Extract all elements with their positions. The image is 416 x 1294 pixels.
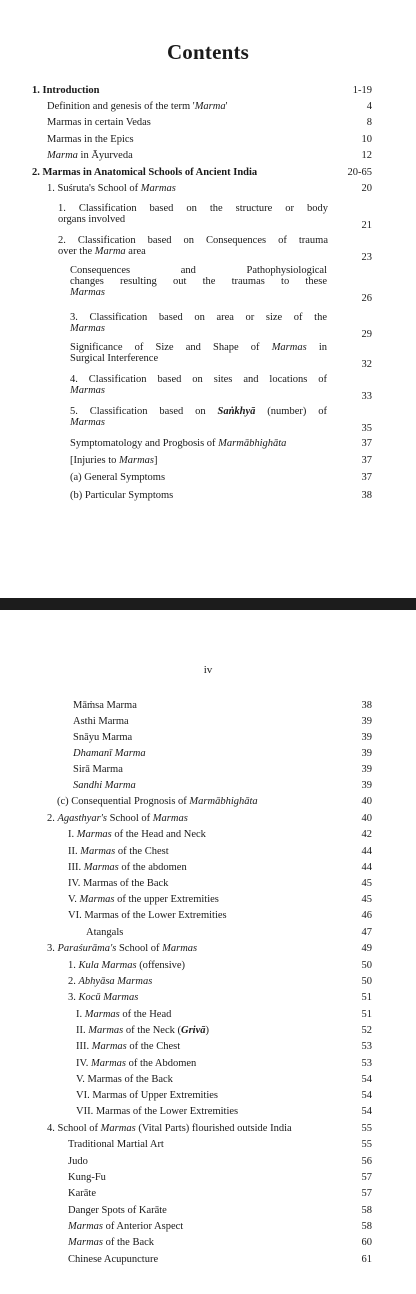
toc-entry-title: III. Marmas of the Chest xyxy=(76,1041,181,1052)
toc-entry xyxy=(58,235,328,257)
toc-entry-title: 2. Abhyāsa Marmas xyxy=(68,976,153,987)
toc-entry xyxy=(76,1025,336,1036)
toc-page-number: 51 xyxy=(361,992,372,1003)
toc-entry xyxy=(68,976,328,987)
toc-entry xyxy=(47,813,307,824)
toc-entry-title: 4. School of Marmas (Vital Parts) flourished outside India xyxy=(47,1123,292,1134)
toc-entry-title: IV. Marmas of the Back xyxy=(68,878,169,889)
toc-entry-title: Marmas of the Back xyxy=(68,1237,155,1248)
toc-entry xyxy=(73,716,273,727)
toc-entry-title: Marma in Āyurveda xyxy=(47,150,133,161)
toc-entry-title: Snāyu Marma xyxy=(73,732,133,743)
toc-entry xyxy=(68,910,328,921)
toc-entry xyxy=(70,438,340,449)
toc-entry-title: Marmas in certain Vedas xyxy=(47,117,151,128)
toc-entry xyxy=(68,1237,328,1248)
toc-entry xyxy=(47,1123,347,1134)
toc-page-number: 33 xyxy=(361,391,372,402)
toc-entry xyxy=(73,748,273,759)
toc-page-number: 51 xyxy=(361,1009,372,1020)
toc-page-number: 45 xyxy=(361,878,372,889)
toc-entry-title: Sirā Marma xyxy=(73,764,123,775)
toc-entry-title: II. Marmas of the Chest xyxy=(68,846,169,857)
toc-entry xyxy=(76,1041,336,1052)
toc-page-number: 37 xyxy=(361,455,372,466)
toc-page-number: 46 xyxy=(361,910,372,921)
toc-entry xyxy=(68,829,328,840)
toc-entry xyxy=(68,1172,328,1183)
toc-entry-title: Marmas xyxy=(70,417,106,428)
toc-entry-title: Asthi Marma xyxy=(73,716,129,727)
toc-page-number: 57 xyxy=(361,1188,372,1199)
toc-page-number: 45 xyxy=(361,894,372,905)
toc-entry xyxy=(57,796,317,807)
toc-entry-title: I. Marmas of the Head xyxy=(76,1009,172,1020)
toc-entry-title: III. Marmas of the abdomen xyxy=(68,862,187,873)
toc-page-number: 47 xyxy=(361,927,372,938)
toc-entry xyxy=(47,150,347,161)
toc-entry xyxy=(32,85,332,96)
toc-page-number: 23 xyxy=(361,252,372,263)
toc-entry xyxy=(70,374,327,396)
toc-page-number: 35 xyxy=(361,423,372,434)
toc-entry xyxy=(70,265,327,298)
toc-entry-title: Symptomatology and Progbosis of Marmābhighāta xyxy=(70,438,287,449)
toc-entry xyxy=(47,183,347,194)
toc-page-number: 44 xyxy=(361,862,372,873)
toc-entry-title: Marmas in the Epics xyxy=(47,134,134,145)
toc-page-number: 8 xyxy=(366,117,372,128)
toc-page-number: 1-19 xyxy=(352,85,372,96)
toc-page-number: 53 xyxy=(361,1041,372,1052)
toc-entry-title: Judo xyxy=(68,1156,88,1167)
toc-page-number: 42 xyxy=(361,829,372,840)
toc-entry xyxy=(58,203,328,225)
toc-entry-title: IV. Marmas of the Abdomen xyxy=(76,1058,197,1069)
toc-entry xyxy=(76,1074,336,1085)
toc-entry xyxy=(76,1058,336,1069)
toc-entry-title: 2. Classification based on Consequences of trauma xyxy=(58,235,328,246)
toc-entry-title: Marmas xyxy=(70,287,106,298)
toc-entry-title: Significance of Size and Shape of Marmas in xyxy=(70,342,328,353)
toc-entry xyxy=(47,101,347,112)
toc-page-number: 54 xyxy=(361,1074,372,1085)
toc-entry-title: 1. Kula Marmas (offensive) xyxy=(68,960,186,971)
toc-page-number: 52 xyxy=(361,1025,372,1036)
toc-entry-title: Kung-Fu xyxy=(68,1172,106,1183)
toc-entry xyxy=(68,1221,328,1232)
toc-entry-title: 2. Agasthyar's School of Marmas xyxy=(47,813,188,824)
toc-entry xyxy=(70,342,327,364)
toc-page-number: 44 xyxy=(361,846,372,857)
toc-entry xyxy=(68,1139,328,1150)
toc-entry xyxy=(68,1205,328,1216)
toc-entry-title: VII. Marmas of the Lower Extremities xyxy=(76,1106,239,1117)
toc-entry-title: Consequences and Pathophysiological xyxy=(70,265,327,276)
toc-entry-title: 1. Classification based on the structure or body xyxy=(58,203,328,214)
toc-page-number: 40 xyxy=(361,796,372,807)
toc-entry-title: Danger Spots of Karāte xyxy=(68,1205,167,1216)
toc-page-number: 38 xyxy=(361,700,372,711)
toc-entry-title: Sandhi Marma xyxy=(73,780,136,791)
toc-page-number: 39 xyxy=(361,780,372,791)
toc-entry xyxy=(73,700,273,711)
toc-page-number: 61 xyxy=(361,1254,372,1265)
toc-page-number: 40 xyxy=(361,813,372,824)
toc-page-number: 32 xyxy=(361,359,372,370)
toc-page-number: 54 xyxy=(361,1106,372,1117)
toc-entry xyxy=(86,927,286,938)
toc-page-number: 53 xyxy=(361,1058,372,1069)
toc-entry xyxy=(70,406,327,428)
toc-page-number: 37 xyxy=(361,438,372,449)
toc-entry-title: Marmas of Anterior Aspect xyxy=(68,1221,184,1232)
toc-page-number: 29 xyxy=(361,329,372,340)
toc-entry xyxy=(76,1009,336,1020)
toc-entry xyxy=(47,943,307,954)
toc-entry-title: (c) Consequential Prognosis of Marmābhighāta xyxy=(57,796,258,807)
toc-page-number: 56 xyxy=(361,1156,372,1167)
toc-page-number: 60 xyxy=(361,1237,372,1248)
toc-entry xyxy=(70,455,340,466)
toc-entry xyxy=(70,472,340,483)
toc-entry xyxy=(68,1254,328,1265)
toc-entry xyxy=(32,167,352,178)
toc-entry-title: V. Marmas of the Back xyxy=(76,1074,173,1085)
toc-entry-title: Dhamanī Marma xyxy=(73,748,146,759)
toc-entry xyxy=(73,780,273,791)
toc-page-number: 57 xyxy=(361,1172,372,1183)
toc-entry xyxy=(73,732,273,743)
toc-entry xyxy=(68,878,328,889)
toc-entry-title: Karāte xyxy=(68,1188,96,1199)
toc-entry-title: Marmas xyxy=(70,323,106,334)
toc-page-number: 20-65 xyxy=(347,167,372,178)
toc-entry-title: (b) Particular Symptoms xyxy=(70,490,174,501)
toc-entry-title: 1. Suśruta's School of Marmas xyxy=(47,183,176,194)
toc-entry xyxy=(76,1106,336,1117)
toc-entry-title: Definition and genesis of the term 'Marma' xyxy=(47,101,228,112)
toc-entry-title: 3. Paraśurāma's School of Marmas xyxy=(47,943,198,954)
toc-entry xyxy=(68,862,328,873)
toc-page-number: 39 xyxy=(361,748,372,759)
toc-entry-title: 1. Introduction xyxy=(32,85,100,96)
toc-page-number: 26 xyxy=(361,293,372,304)
toc-entry-title: VI. Marmas of Upper Extremities xyxy=(76,1090,219,1101)
toc-page-number: 21 xyxy=(361,220,372,231)
toc-entry xyxy=(76,1090,336,1101)
toc-entry-title: 3. Kocū Marmas xyxy=(68,992,139,1003)
toc-page-number: 10 xyxy=(361,134,372,145)
toc-entry xyxy=(68,992,328,1003)
toc-page-number: 58 xyxy=(361,1221,372,1232)
page-title: Contents xyxy=(166,40,250,64)
toc-entry xyxy=(68,1188,328,1199)
toc-entry-title: Māṁsa Marma xyxy=(73,700,137,711)
toc-entry xyxy=(47,134,347,145)
toc-entry-title: 4. Classification based on sites and locations of xyxy=(70,374,327,385)
toc-page-number: 37 xyxy=(361,472,372,483)
toc-entry-title: 2. Marmas in Anatomical Schools of Ancient India xyxy=(32,167,258,178)
toc-entry-title: 5. Classification based on Saṅkhyā (number) of xyxy=(70,406,327,417)
toc-entry-title: over the Marma area xyxy=(58,246,146,257)
toc-entry-title: V. Marmas of the upper Extremities xyxy=(68,894,219,905)
page-divider xyxy=(0,598,416,610)
toc-page-number: 55 xyxy=(361,1139,372,1150)
toc-entry xyxy=(70,490,340,501)
toc-entry xyxy=(70,312,327,334)
toc-entry-title: Surgical Interference xyxy=(70,353,159,364)
toc-entry-title: Chinese Acupuncture xyxy=(68,1254,159,1265)
toc-entry xyxy=(73,764,273,775)
toc-entry-title: 3. Classification based on area or size of the xyxy=(70,312,327,323)
toc-page-number: 39 xyxy=(361,764,372,775)
toc-entry-title: Traditional Martial Art xyxy=(68,1139,164,1150)
toc-entry-title: organs involved xyxy=(58,214,126,225)
toc-entry-title: changes resulting out the traumas to these xyxy=(70,276,327,287)
toc-page-number: 50 xyxy=(361,960,372,971)
toc-entry xyxy=(68,846,328,857)
toc-entry-title: Marmas xyxy=(70,385,106,396)
toc-entry-title: [Injuries to Marmas] xyxy=(70,455,158,466)
contents-page xyxy=(0,0,416,598)
toc-entry-title: I. Marmas of the Head and Neck xyxy=(68,829,206,840)
toc-page-number: 38 xyxy=(361,490,372,501)
toc-entry-title: (a) General Symptoms xyxy=(70,472,166,483)
toc-entry xyxy=(68,1156,328,1167)
contents-page-continued xyxy=(0,610,416,1294)
toc-entry xyxy=(68,960,328,971)
toc-page-number: 50 xyxy=(361,976,372,987)
toc-page-number: 4 xyxy=(366,101,372,112)
toc-page-number: 54 xyxy=(361,1090,372,1101)
toc-page-number: 20 xyxy=(361,183,372,194)
toc-page-number: 39 xyxy=(361,716,372,727)
toc-entry-title: II. Marmas of the Neck (Grivā) xyxy=(76,1025,209,1036)
toc-entry xyxy=(47,117,347,128)
toc-entry xyxy=(68,894,328,905)
toc-page-number: 49 xyxy=(361,943,372,954)
toc-page-number: 39 xyxy=(361,732,372,743)
toc-page-number: 55 xyxy=(361,1123,372,1134)
toc-entry-title: Atangals xyxy=(86,927,124,938)
toc-page-number: 12 xyxy=(361,150,372,161)
page-number: iv xyxy=(203,664,213,676)
toc-page-number: 58 xyxy=(361,1205,372,1216)
toc-entry-title: VI. Marmas of the Lower Extremities xyxy=(68,910,227,921)
